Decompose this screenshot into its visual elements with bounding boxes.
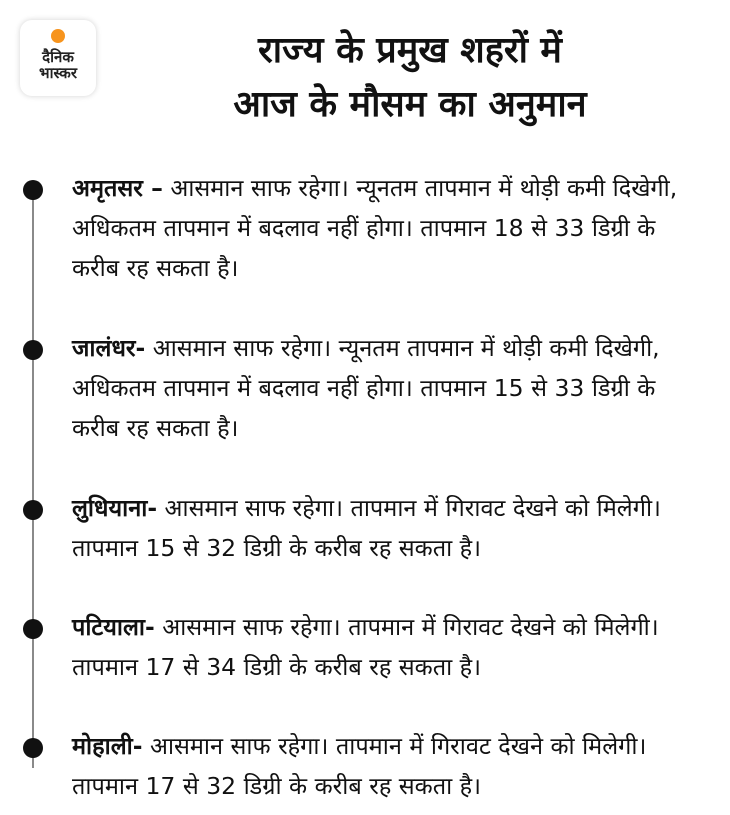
city-name: जालंधर-: [72, 334, 146, 362]
logo-text-line2: भास्कर: [39, 64, 77, 82]
forecast-text: आसमान साफ रहेगा। तापमान में गिरावट देखने को मिलेगी। तापमान 15 से 32 डिग्री के करीब रह सकता है।: [72, 494, 661, 562]
bullet-dot: [23, 340, 43, 360]
page-title: [110, 24, 710, 132]
dainik-bhaskar-logo: [20, 20, 96, 96]
forecast-text: आसमान साफ रहेगा। न्यूनतम तापमान में थोड़ी कमी दिखेगी, अधिकतम तापमान में बदलाव नहीं होगा। तापमान 15 से 33 डिग्री के करीब रह सकता है।: [72, 334, 660, 442]
forecast-text: आसमान साफ रहेगा। न्यूनतम तापमान में थोड़ी कमी दिखेगी, अधिकतम तापमान में बदलाव नहीं होगा। तापमान 18 से 33 डिग्री के करीब रह सकता है।: [72, 174, 678, 282]
title-line-1: राज्य के प्रमुख शहरों में: [258, 30, 562, 71]
forecast-text: आसमान साफ रहेगा। तापमान में गिरावट देखने को मिलेगी। तापमान 17 से 32 डिग्री के करीब रह सकता है।: [72, 732, 647, 800]
city-entry-mohali: [72, 726, 706, 806]
city-entry-patiala: [72, 607, 706, 687]
city-entry-ludhiana: [72, 488, 706, 568]
bullet-dot: [23, 738, 43, 758]
city-name: पटियाला-: [72, 613, 155, 641]
city-entry-jalandhar: [72, 328, 706, 448]
city-name: लुधियाना-: [72, 494, 158, 522]
bullet-dot: [23, 619, 43, 639]
timeline-line: [32, 188, 34, 768]
city-name: अमृतसर –: [72, 174, 163, 202]
city-entry-amritsar: [72, 168, 706, 288]
logo-text-line1: दैनिक: [42, 48, 74, 66]
sun-icon: [51, 29, 65, 43]
bullet-dot: [23, 180, 43, 200]
bullet-dot: [23, 500, 43, 520]
city-name: मोहाली-: [72, 732, 143, 760]
forecast-text: आसमान साफ रहेगा। तापमान में गिरावट देखने को मिलेगी। तापमान 17 से 34 डिग्री के करीब रह सकता है।: [72, 613, 659, 681]
title-line-2: आज के मौसम का अनुमान: [233, 84, 587, 125]
